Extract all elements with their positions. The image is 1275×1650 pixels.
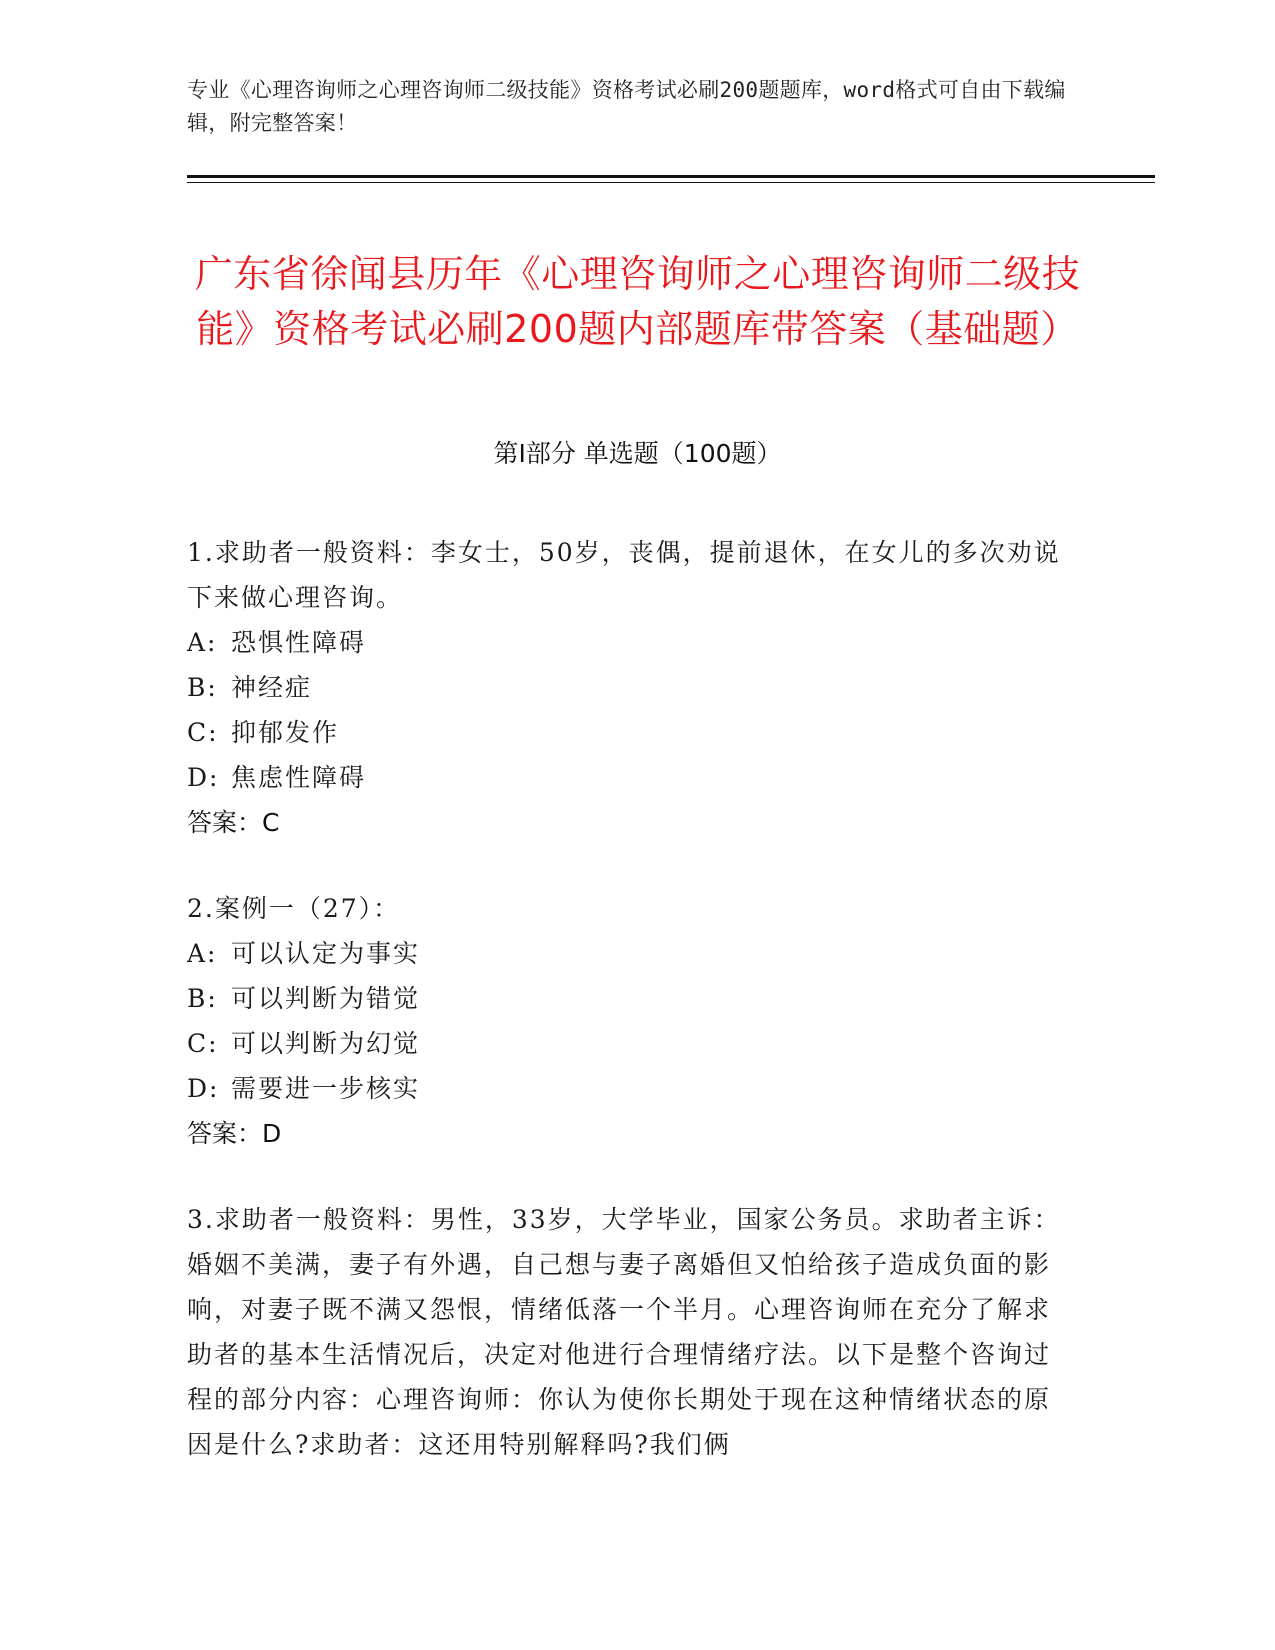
option-key: B: <box>187 673 218 702</box>
option-c <box>187 710 1072 755</box>
question-3 <box>187 1197 1072 1467</box>
header-note: 专业《心理咨询师之心理咨询师二级技能》资格考试必刷200题题库，word格式可自由下载编辑，附完整答案！ <box>187 78 1066 135</box>
question-text: 3.求助者一般资料：男性，33岁，大学毕业，国家公务员。求助者主诉：婚姻不美满，妻子有外遇，自己想与妻子离婚但又怕给孩子造成负面的影响，对妻子既不满又怨恨，情绪低落一个半月。心理咨询师在充分了解求助者的基本生活情况后，决定对他进行合理情绪疗法。以下是整个咨询过程的部分内容：心理咨询师：你认为使你长期处于现在这种情绪状态的原因是什么?求助者：这还用特别解释吗?我们俩 <box>187 1205 1061 1459</box>
option-b <box>187 976 1072 1021</box>
option-c <box>187 1021 1072 1066</box>
option-text: 恐惧性障碍 <box>231 628 367 657</box>
question-list <box>187 530 1072 1508</box>
option-text: 抑郁发作 <box>231 718 340 747</box>
option-text: 需要进一步核实 <box>231 1074 421 1103</box>
option-text: 可以判断为幻觉 <box>231 1029 421 1058</box>
option-a <box>187 931 1072 976</box>
option-key: C: <box>187 718 219 747</box>
option-d <box>187 1066 1072 1111</box>
header-divider-thin <box>187 182 1155 183</box>
question-text: 2.案例一（27）： <box>187 894 401 923</box>
option-a <box>187 620 1072 665</box>
option-key: D: <box>187 1074 220 1103</box>
answer-label: 答案：D <box>187 1119 282 1148</box>
option-key: C: <box>187 1029 219 1058</box>
document-title: 广东省徐闻县历年《心理咨询师之心理咨询师二级技能》资格考试必刷200题内部题库带答案（基础题） <box>194 252 1081 352</box>
option-key: A: <box>187 939 218 968</box>
option-b <box>187 665 1072 710</box>
option-key: B: <box>187 984 218 1013</box>
option-d <box>187 755 1072 800</box>
option-text: 可以认定为事实 <box>231 939 421 968</box>
header-divider-thick <box>187 175 1155 178</box>
option-text: 焦虑性障碍 <box>231 763 367 792</box>
option-text: 可以判断为错觉 <box>231 984 421 1013</box>
option-key: A: <box>187 628 218 657</box>
option-text: 神经症 <box>231 673 313 702</box>
question-1 <box>187 530 1072 845</box>
question-2 <box>187 886 1072 1156</box>
question-text: 1.求助者一般资料：李女士，50岁，丧偶，提前退休，在女儿的多次劝说下来做心理咨询。 <box>187 538 1061 612</box>
section-title: 第Ⅰ部分 单选题（100题） <box>493 439 782 468</box>
answer-label: 答案：C <box>187 808 280 837</box>
option-key: D: <box>187 763 220 792</box>
